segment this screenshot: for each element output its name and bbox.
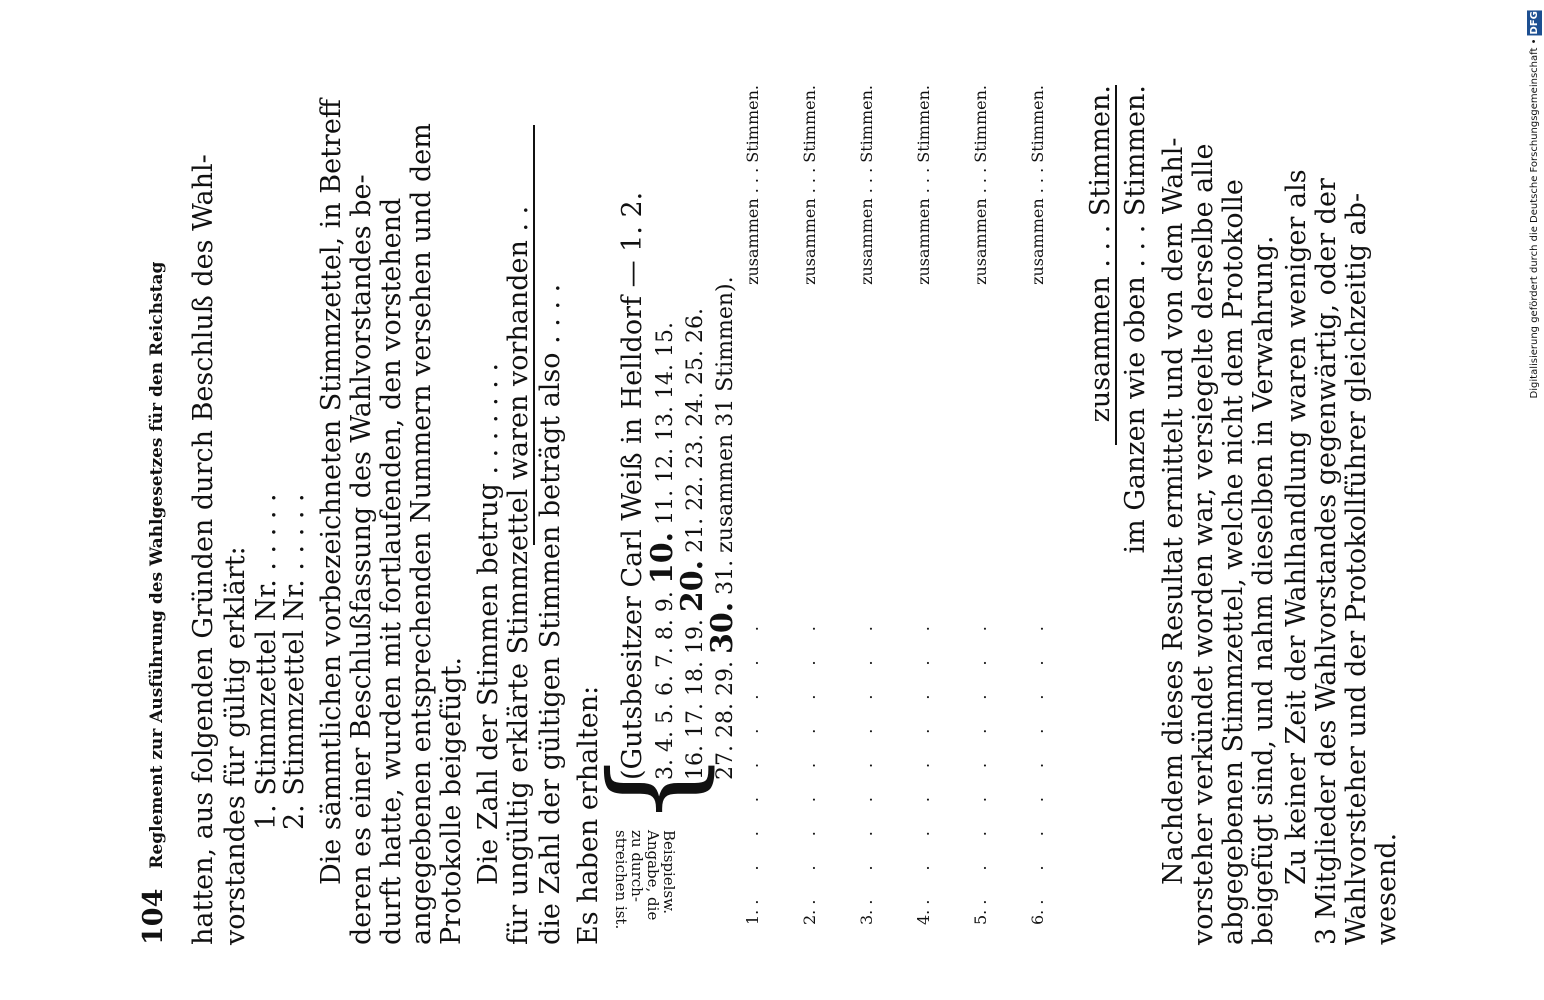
- dfg-credit: Digitalisierung gefördert durch die Deutsche Forschungsgemeinschaft •: [1529, 38, 1540, 399]
- example-row-4-b: 30.: [705, 601, 740, 655]
- intro-line-1: hatten, aus folgenden Gründen durch Beschluß des Wahl-: [188, 154, 219, 945]
- intro-line-2: vorstandes für gültig erklärt:: [220, 546, 251, 945]
- candidate-row: [857, 85, 876, 925]
- candidate-number: 4.: [914, 909, 933, 925]
- brace-icon: {: [585, 750, 724, 827]
- candidate-number: 3.: [857, 909, 876, 925]
- page-header: [140, 85, 171, 945]
- candidate-row: [914, 85, 933, 925]
- dot-leader: . . . . . . . . .: [914, 614, 933, 905]
- example-row-4: [705, 276, 740, 780]
- para3-line-3: Wahlvorsteher und der Protokollführer gleichzeitig ab-: [1341, 192, 1372, 945]
- candidate-row: [971, 85, 990, 925]
- example-row-4-a: 27. 28. 29.: [713, 661, 738, 780]
- para3-line-2: 3 Mitglieder des Wahlvorstandes gegenwärtig, oder der: [1311, 178, 1342, 945]
- para2-line-2: vorsteher verkündet worden war, versiegelte derselbe alle: [1188, 143, 1219, 945]
- example-row-2-b: 10.: [645, 531, 680, 585]
- dot-leader: . . . . . . . . .: [857, 614, 876, 905]
- example-row-3-c: 21. 22. 23. 24. 25. 26.: [683, 307, 708, 553]
- results-heading: Es haben erhalten:: [573, 685, 604, 945]
- sum-line-2: im Ganzen wie oben . . . Stimmen.: [1120, 85, 1151, 554]
- candidate-row: [743, 85, 762, 925]
- dfg-logo: DFG: [1529, 11, 1540, 35]
- sum-line-1: zusammen . . . Stimmen.: [1085, 85, 1116, 423]
- list-item-2: 2. Stimmzettel Nr. . . . . .: [279, 493, 310, 830]
- page-number: 104: [138, 888, 169, 945]
- candidate-total: zusammen . . . Stimmen.: [800, 85, 819, 285]
- candidate-number: 1.: [743, 909, 762, 925]
- para2-line-1: Nachdem dieses Resultat ermittelt und von dem Wahl-: [1158, 137, 1189, 885]
- totals-line-2: für ungültig erklärte Stimmzettel waren vorhanden . .: [503, 205, 534, 945]
- para1-line-2: deren es einer Beschlußfassung des Wahlvorstandes be-: [346, 174, 377, 945]
- para3-line-4: wesend.: [1371, 832, 1402, 945]
- dfg-sidebar: [1529, 10, 1540, 398]
- candidate-total: zusammen . . . Stimmen.: [857, 85, 876, 285]
- example-row-2-a: 3. 4. 5. 6. 7. 8. 9.: [653, 591, 678, 780]
- para2-line-4: beigefügt sind, und nahm dieselben in Verwahrung.: [1248, 235, 1279, 945]
- totals-line-3: die Zahl der gültigen Stimmen beträgt also . . . .: [535, 283, 566, 945]
- para1-line-5: Protokolle beigefügt.: [436, 656, 467, 945]
- dot-leader: . . . . . . . . .: [1028, 614, 1047, 905]
- page-title: Reglement zur Ausführung des Wahlgesetzes für den Reichstag: [147, 261, 167, 869]
- list-item-1: 1. Stimmzettel Nr. . . . . .: [251, 493, 282, 830]
- rotated-page: [135, 45, 1405, 945]
- dot-leader: . . . . . . . . .: [743, 614, 762, 905]
- example-row-1: (Gutsbesitzer Carl Weiß in Helldorf — 1. 2.: [617, 191, 648, 780]
- para3-line-1: Zu keiner Zeit der Wahlhandlung waren weniger als: [1281, 169, 1312, 885]
- example-row-3-b: 20.: [675, 559, 710, 613]
- example-row-2-c: 11. 12. 13. 14. 15.: [653, 321, 678, 525]
- candidate-row: [800, 85, 819, 925]
- candidate-total: zusammen . . . Stimmen.: [971, 85, 990, 285]
- totals-line-1: Die Zahl der Stimmen betrug . . . . . . .: [473, 362, 504, 885]
- para2-line-3: abgegebenen Stimmzettel, welche nicht dem Protokolle: [1218, 179, 1249, 945]
- candidate-number: 2.: [800, 909, 819, 925]
- dot-leader: . . . . . . . . .: [800, 614, 819, 905]
- para1-line-3: durft hatte, wurden mit fortlaufenden, den vorstehend: [376, 197, 407, 945]
- candidate-total: zusammen . . . Stimmen.: [914, 85, 933, 285]
- para1-line-4: angegebenen entsprechenden Nummern versehen und dem: [406, 123, 437, 945]
- candidate-total: zusammen . . . Stimmen.: [1028, 85, 1047, 285]
- candidate-number: 5.: [971, 909, 990, 925]
- candidate-total: zusammen . . . Stimmen.: [743, 85, 762, 285]
- para1-line-1: Die sämmtlichen vorbezeichneten Stimmzettel, in Betreff: [316, 99, 347, 885]
- candidate-row: [1028, 85, 1047, 925]
- example-row-4-c: 31. zusammen 31 Stimmen).: [713, 276, 738, 595]
- sum-rule-2: [1115, 85, 1117, 445]
- example-row-3-a: 16. 17. 18. 19.: [683, 619, 708, 780]
- brace-label: Beispielsw. Angabe, die zu durch- streichen ist.: [612, 830, 678, 930]
- dot-leader: . . . . . . . . .: [971, 614, 990, 905]
- candidate-number: 6.: [1028, 909, 1047, 925]
